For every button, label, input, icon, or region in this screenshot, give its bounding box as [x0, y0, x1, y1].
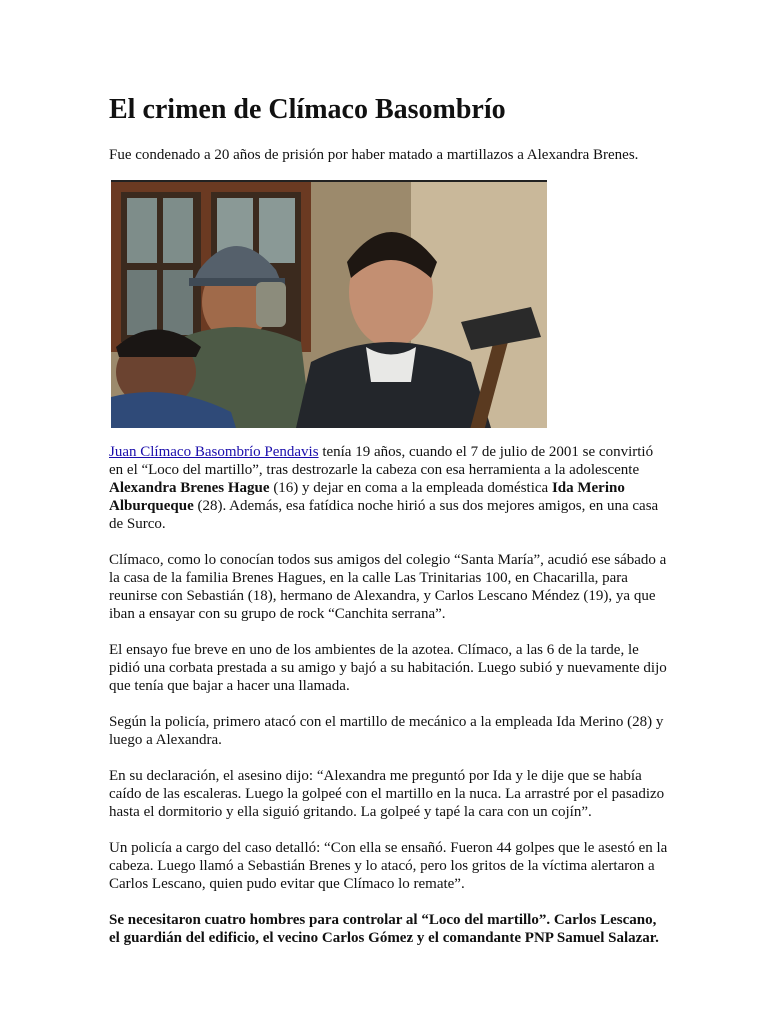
paragraph-1-text-c: (28). Además, esa fatídica noche hirió a sus dos mejores amigos, en una casa de Surco. [109, 498, 659, 532]
paragraph-2: Clímaco, como lo conocían todos sus amigos del colegio “Santa María”, acudió ese sábado a la casa de la familia Brenes Hagues, en la calle Las Trinitarias 100, en Chacarilla, para reunirse con Sebastián (18), hermano de Alexandra, y Carlos Lescano Méndez (19), ya que iban a ensayar con su grupo de rock “Canchita serrana”. [109, 552, 667, 622]
photo-illustration [111, 182, 547, 428]
paragraph-3: El ensayo fue breve en uno de los ambientes de la azotea. Clímaco, a las 6 de la tarde, le pidió una corbata prestada a su amigo y bajó a su habitación. Luego subió y nuevamente dijo que tenía que bajar a hacer una llamada. [109, 642, 667, 694]
author-link[interactable]: Juan Clímaco Basombrío Pendavis [109, 444, 319, 460]
paragraph-1-bold-b: Ida Merino Alburqueque [109, 480, 625, 514]
paragraph-6: Un policía a cargo del caso detalló: “Con ella se ensañó. Fueron 44 golpes que le asestó en la cabeza. Luego llamó a Sebastián Brenes y lo atacó, pero los gritos de la víctima alertaron a Carlos Lescano, quien pudo evitar que Clímaco lo remate”. [109, 840, 668, 892]
paragraph-1-text-a: tenía 19 años, cuando el 7 de julio de 2001 se convirtió en el “Loco del martillo”, tras destrozarle la cabeza con esa herramienta a la adolescente [109, 444, 654, 478]
paragraph-1 [109, 443, 669, 533]
article-body [109, 443, 669, 965]
paragraph-7: Se necesitaron cuatro hombres para controlar al “Loco del martillo”. Carlos Lescano, el guardián del edificio, el vecino Carlos Gómez y el comandante PNP Samuel Salazar. [109, 912, 659, 946]
paragraph-4: Según la policía, primero atacó con el martillo de mecánico a la empleada Ida Merino (28) y luego a Alexandra. [109, 714, 664, 748]
article-title: El crimen de Clímaco Basombrío [109, 94, 506, 125]
paragraph-1-text-b: (16) y dejar en coma a la empleada doméstica [269, 480, 552, 496]
paragraph-1-bold-a: Alexandra Brenes Hague [109, 480, 270, 496]
article-photo [111, 180, 547, 428]
paragraph-5: En su declaración, el asesino dijo: “Alexandra me preguntó por Ida y le dije que se había caído de las escaleras. Luego la golpeé con el martillo en la nuca. La arrastré por el pasadizo hasta el dormitorio y ella siguió gritando. La golpeé y tapé la cara con un cojín”. [109, 768, 665, 820]
article-subtitle: Fue condenado a 20 años de prisión por haber matado a martillazos a Alexandra Brenes. [109, 147, 639, 163]
